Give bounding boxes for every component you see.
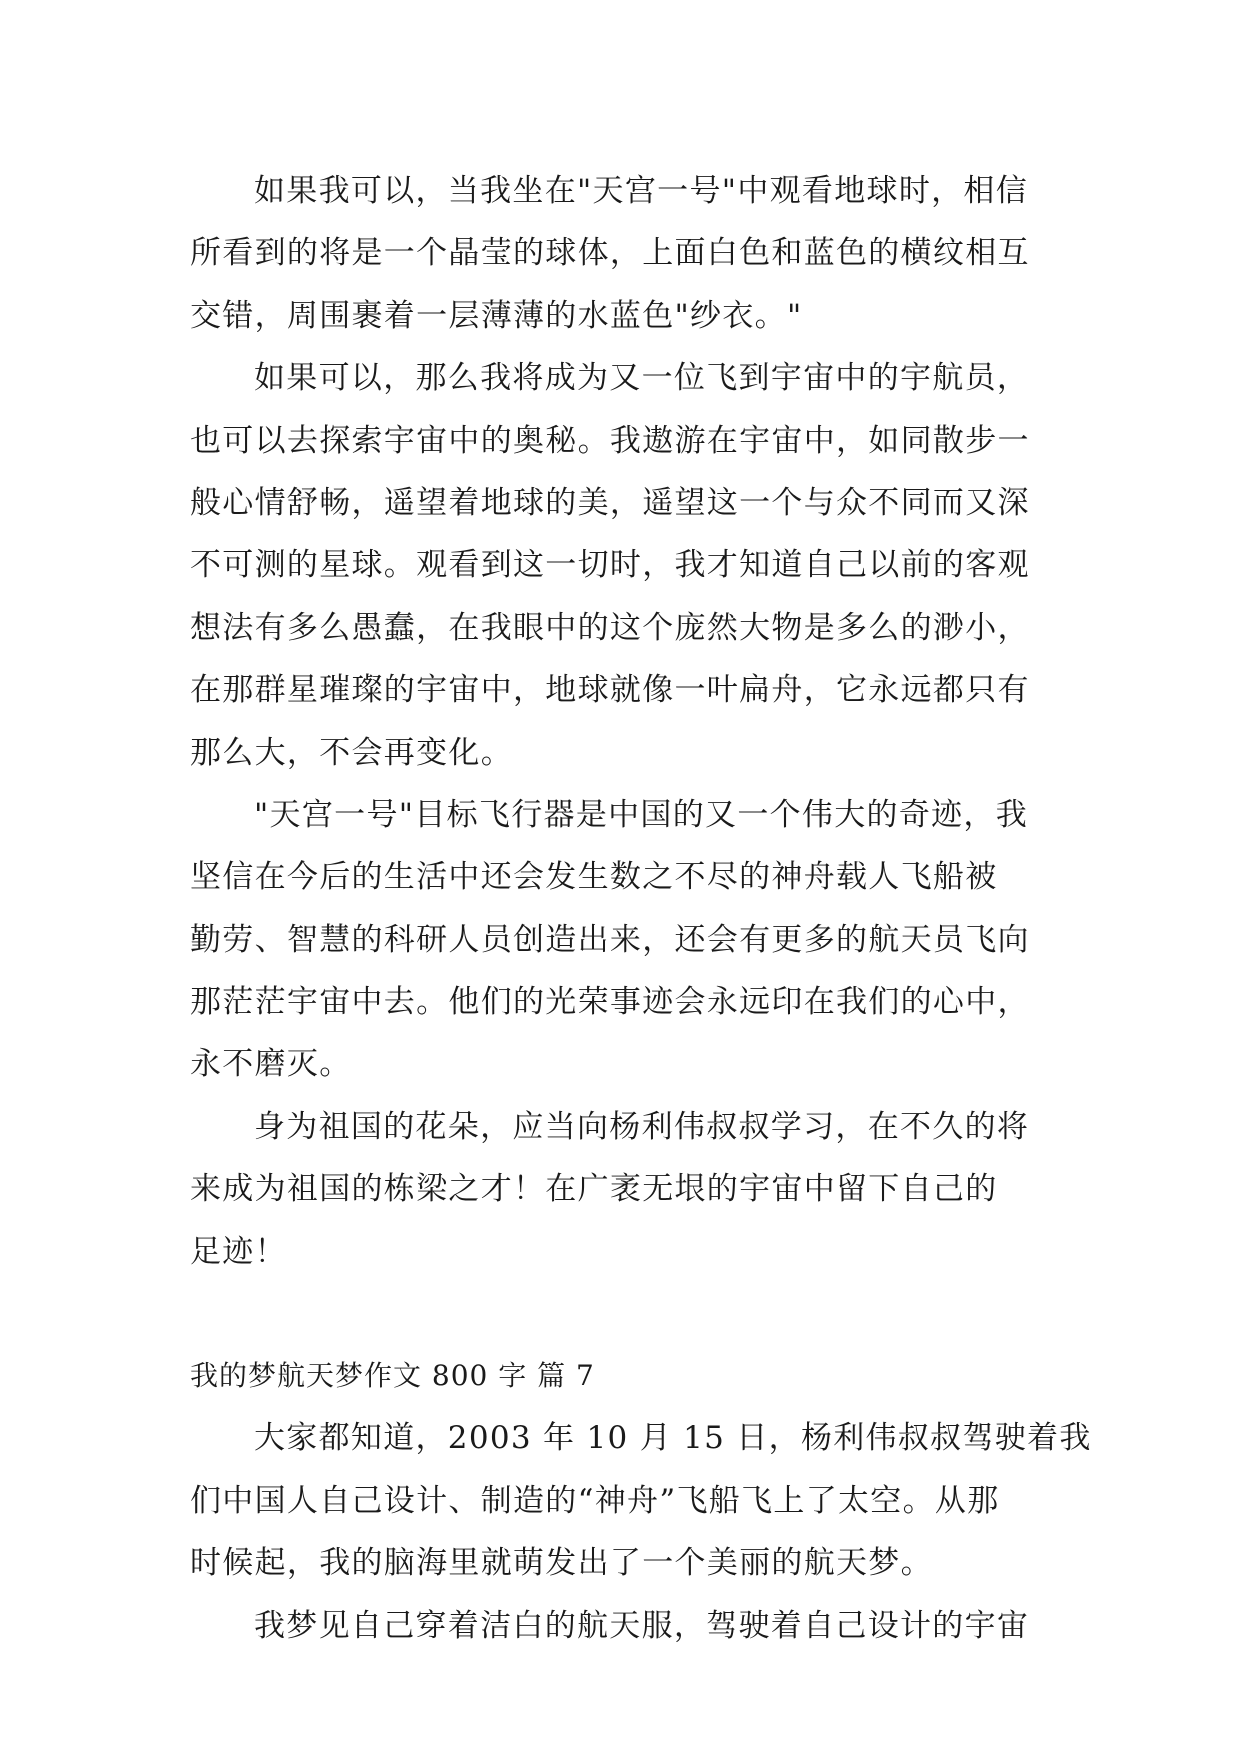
section-heading: 我的梦航天梦作文 800 字 篇 7: [190, 1359, 595, 1393]
paragraph-line: 不可测的星球。观看到这一切时，我才知道自己以前的客观: [190, 547, 1030, 584]
paragraph-line: 在那群星璀璨的宇宙中，地球就像一叶扁舟，它永远都只有: [190, 672, 1030, 709]
paragraph-line: 也可以去探索宇宙中的奥秘。我遨游在宇宙中，如同散步一: [190, 422, 1030, 459]
document-page: [190, 160, 1092, 1657]
section-spacer: [190, 1283, 1050, 1345]
paragraph-line: 如果可以，那么我将成为又一位飞到宇宙中的宇航员，: [254, 360, 1030, 397]
paragraph-line: 身为祖国的花朵，应当向杨利伟叔叔学习，在不久的将: [254, 1108, 1030, 1145]
paragraph-line: 来成为祖国的栋梁之才！在广袤无垠的宇宙中留下自己的: [190, 1171, 998, 1208]
paragraph-line: 所看到的将是一个晶莹的球体，上面白色和蓝色的横纹相互: [190, 235, 1030, 272]
paragraph-line: 想法有多么愚蠢，在我眼中的这个庞然大物是多么的渺小，: [190, 609, 1030, 646]
paragraph-line: 勤劳、智慧的科研人员创造出来，还会有更多的航天员飞向: [190, 921, 1030, 958]
paragraph-line: 如果我可以，当我坐在"天宫一号"中观看地球时，相信: [254, 173, 1029, 209]
paragraph-line: 坚信在今后的生活中还会发生数之不尽的神舟载人飞船被: [190, 859, 998, 896]
paragraph-line: 那茫茫宇宙中去。他们的光荣事迹会永远印在我们的心中，: [190, 984, 1030, 1021]
paragraph-line: 我梦见自己穿着洁白的航天服，驾驶着自己设计的宇宙: [254, 1607, 1030, 1644]
paragraph-line: 般心情舒畅，遥望着地球的美，遥望这一个与众不同而又深: [190, 484, 1030, 521]
paragraph-line: 大家都知道，2003 年 10 月 15 日，杨利伟叔叔驾驶着我: [254, 1420, 1092, 1457]
paragraph-line: "天宫一号"目标飞行器是中国的又一个伟大的奇迹，我: [254, 796, 1029, 833]
paragraph-line: 时候起，我的脑海里就萌发出了一个美丽的航天梦。: [190, 1545, 933, 1582]
paragraph-line: 那么大，不会再变化。: [190, 734, 513, 771]
paragraph-line: 足迹！: [190, 1233, 287, 1270]
paragraph-line: 交错，周围裹着一层薄薄的水蓝色"纱衣。": [190, 297, 803, 334]
paragraph-line: 们中国人自己设计、制造的“神舟”飞船飞上了太空。从那: [190, 1482, 1000, 1519]
paragraph-line: 永不磨灭。: [190, 1046, 352, 1083]
